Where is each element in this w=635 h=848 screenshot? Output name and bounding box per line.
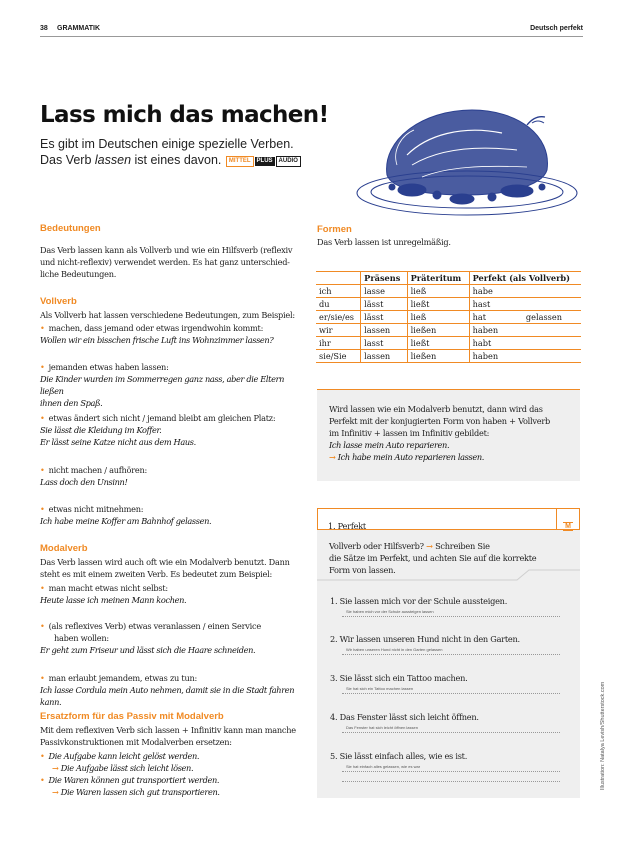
answer-field[interactable]: Sie haben mich vor der Schule aussteigen lassen: [342, 607, 560, 617]
vollverb-item: • machen, dass jemand oder etwas irgendwohin kommt: Wollen wir ein bisschen frische Luft ins Wohnzimmer lassen?: [40, 323, 274, 345]
table-header: Perfekt (als Vollverb): [469, 272, 581, 285]
exercise-item: 1. Sie lassen mich vor der Schule aussteigen. Sie haben mich vor der Schule aussteigen lassen: [330, 595, 560, 617]
header-rule: [40, 36, 583, 37]
heading-modalverb: Modalverb: [40, 543, 88, 554]
heading-vollverb: Vollverb: [40, 296, 77, 307]
table-row: sie/Sie lassen ließen haben: [316, 350, 581, 363]
intro-text: Es gibt im Deutschen einige spezielle Verben. Das Verb lassen ist eines davon. MITTEL PLUS AUDIO: [40, 136, 330, 168]
audio-badge: AUDIO: [276, 156, 301, 167]
exercise-title-bar: 1. Perfekt: [317, 508, 557, 530]
table-row: du lässt ließt hast: [316, 298, 581, 311]
vollverb-item: • jemanden etwas haben lassen: Die Kinder wurden im Sommerregen ganz nass, aber die Eltern ließen ihnen den Spaß.: [40, 362, 285, 408]
exercise-item: 2. Wir lassen unseren Hund nicht in den Garten. Wir haben unseren Hund nicht in den Garten gelassen: [330, 633, 560, 655]
ersatzform-text: Mit dem reflexiven Verb sich lassen + Infinitiv kann man manche Passivkonstruktionen mit Modalverben ersetzen:: [40, 725, 296, 747]
table-row: ich lasse ließ habe: [316, 285, 581, 298]
modalverb-item: • man erlaubt jemandem, etwas zu tun: Ich lasse Cordula mein Auto nehmen, damit sie in die Stadt fahren kann.: [40, 673, 295, 707]
vollverb-item: • etwas ändert sich nicht / jemand bleibt am gleichen Platz: Sie lässt die Kleidung im Koffer. Er lässt seine Katze nicht aus dem Haus.: [40, 413, 276, 447]
exercise-instruction: Vollverb oder Hilfsverb? → Schreiben Sie die Sätze im Perfekt, und achten Sie auf die korrekte Form von lassen.: [329, 541, 537, 575]
heading-ersatzform: Ersatzform für das Passiv mit Modalverb: [40, 711, 224, 722]
level-badge-mittel: MITTEL: [226, 156, 254, 167]
formen-text: Das Verb lassen ist unregelmäßig.: [317, 237, 451, 247]
table-row: er/sie/es lässt ließ hat gelassen: [316, 311, 581, 324]
magazine-name: Deutsch perfekt: [530, 25, 583, 32]
exercise-item: 3. Sie lässt sich ein Tattoo machen. Sie hat sich ein Tattoo machen lassen: [330, 672, 560, 694]
vollverb-intro: Als Vollverb hat lassen verschiedene Bedeutungen, zum Beispiel:: [40, 310, 295, 320]
page-number: 38: [40, 25, 48, 32]
table-header: Präsens: [361, 272, 407, 285]
table-row: ihr lasst ließt habt: [316, 337, 581, 350]
answer-field[interactable]: Das Fenster hat sich leicht öffnen lassen: [342, 723, 560, 733]
ersatzform-examples: • Die Aufgabe kann leicht gelöst werden. → Die Aufgabe lässt sich leicht lösen. • Die Waren können gut transportiert werden. → Die Waren lassen sich gut transportieren.: [40, 751, 220, 797]
modalverb-text: Das Verb lassen wird auch oft wie ein Modalverb benutzt. Dann steht es mit einem zweiten Verb. Es bedeutet zum Beispiel:: [40, 557, 290, 579]
answer-field[interactable]: Sie hat sich ein Tattoo machen lassen: [342, 684, 560, 694]
exercise-item: 4. Das Fenster lässt sich leicht öffnen. Das Fenster hat sich leicht öffnen lassen: [330, 711, 560, 733]
conjugation-table: [316, 271, 581, 363]
illustration-credit: Illustration: Natalya Levish/Shutterstock.com: [600, 681, 606, 790]
level-icon: M: [557, 508, 580, 530]
section-label: GRAMMATIK: [57, 25, 101, 32]
heading-formen: Formen: [317, 224, 352, 235]
page-title: Lass mich das machen!: [40, 102, 329, 128]
plus-badge: PLUS: [256, 158, 273, 164]
table-header: Präteritum: [407, 272, 469, 285]
heading-bedeutungen: Bedeutungen: [40, 223, 101, 234]
modalverb-item: • (als reflexives Verb) etwas veranlassen / einen Service haben wollen: Er geht zum Friseur und lässt sich die Haare schneiden.: [40, 621, 261, 655]
vollverb-item: • etwas nicht mitnehmen: Ich habe meine Koffer am Bahnhof gelassen.: [40, 504, 212, 526]
instruction-tab-shape: [317, 569, 580, 581]
modal-perfect-box: Wird lassen wie ein Modalverb benutzt, dann wird das Perfekt mit der konjugierten Form von haben + Vollverb im Infinitiv + lassen im Infinitiv gebildet: Ich lasse mein Auto reparieren. → Ich habe mein Auto reparieren lassen.: [317, 389, 580, 481]
answer-field[interactable]: Wir haben unseren Hund nicht in den Garten gelassen: [342, 645, 560, 655]
table-row: wir lassen ließen haben: [316, 324, 581, 337]
modalverb-item: • man macht etwas nicht selbst: Heute lasse ich meinen Mann kochen.: [40, 583, 187, 605]
vollverb-item: • nicht machen / aufhören: Lass doch den Unsinn!: [40, 465, 148, 487]
bedeutungen-text: Das Verb lassen kann als Vollverb und wie ein Hilfsverb (reflexiv und nicht-reflexiv) verwendet werden. Es hat ganz unterschied- liche Bedeutungen.: [40, 245, 293, 279]
table-header: [316, 272, 361, 285]
exercise-item: 5. Sie lässt einfach alles, wie es ist. Sie hat einfach alles gelassen, wie es war: [330, 750, 560, 782]
roast-chicken-illustration: [352, 95, 580, 220]
answer-field[interactable]: Sie hat einfach alles gelassen, wie es war: [342, 762, 560, 772]
answer-extra-line: [342, 772, 560, 782]
